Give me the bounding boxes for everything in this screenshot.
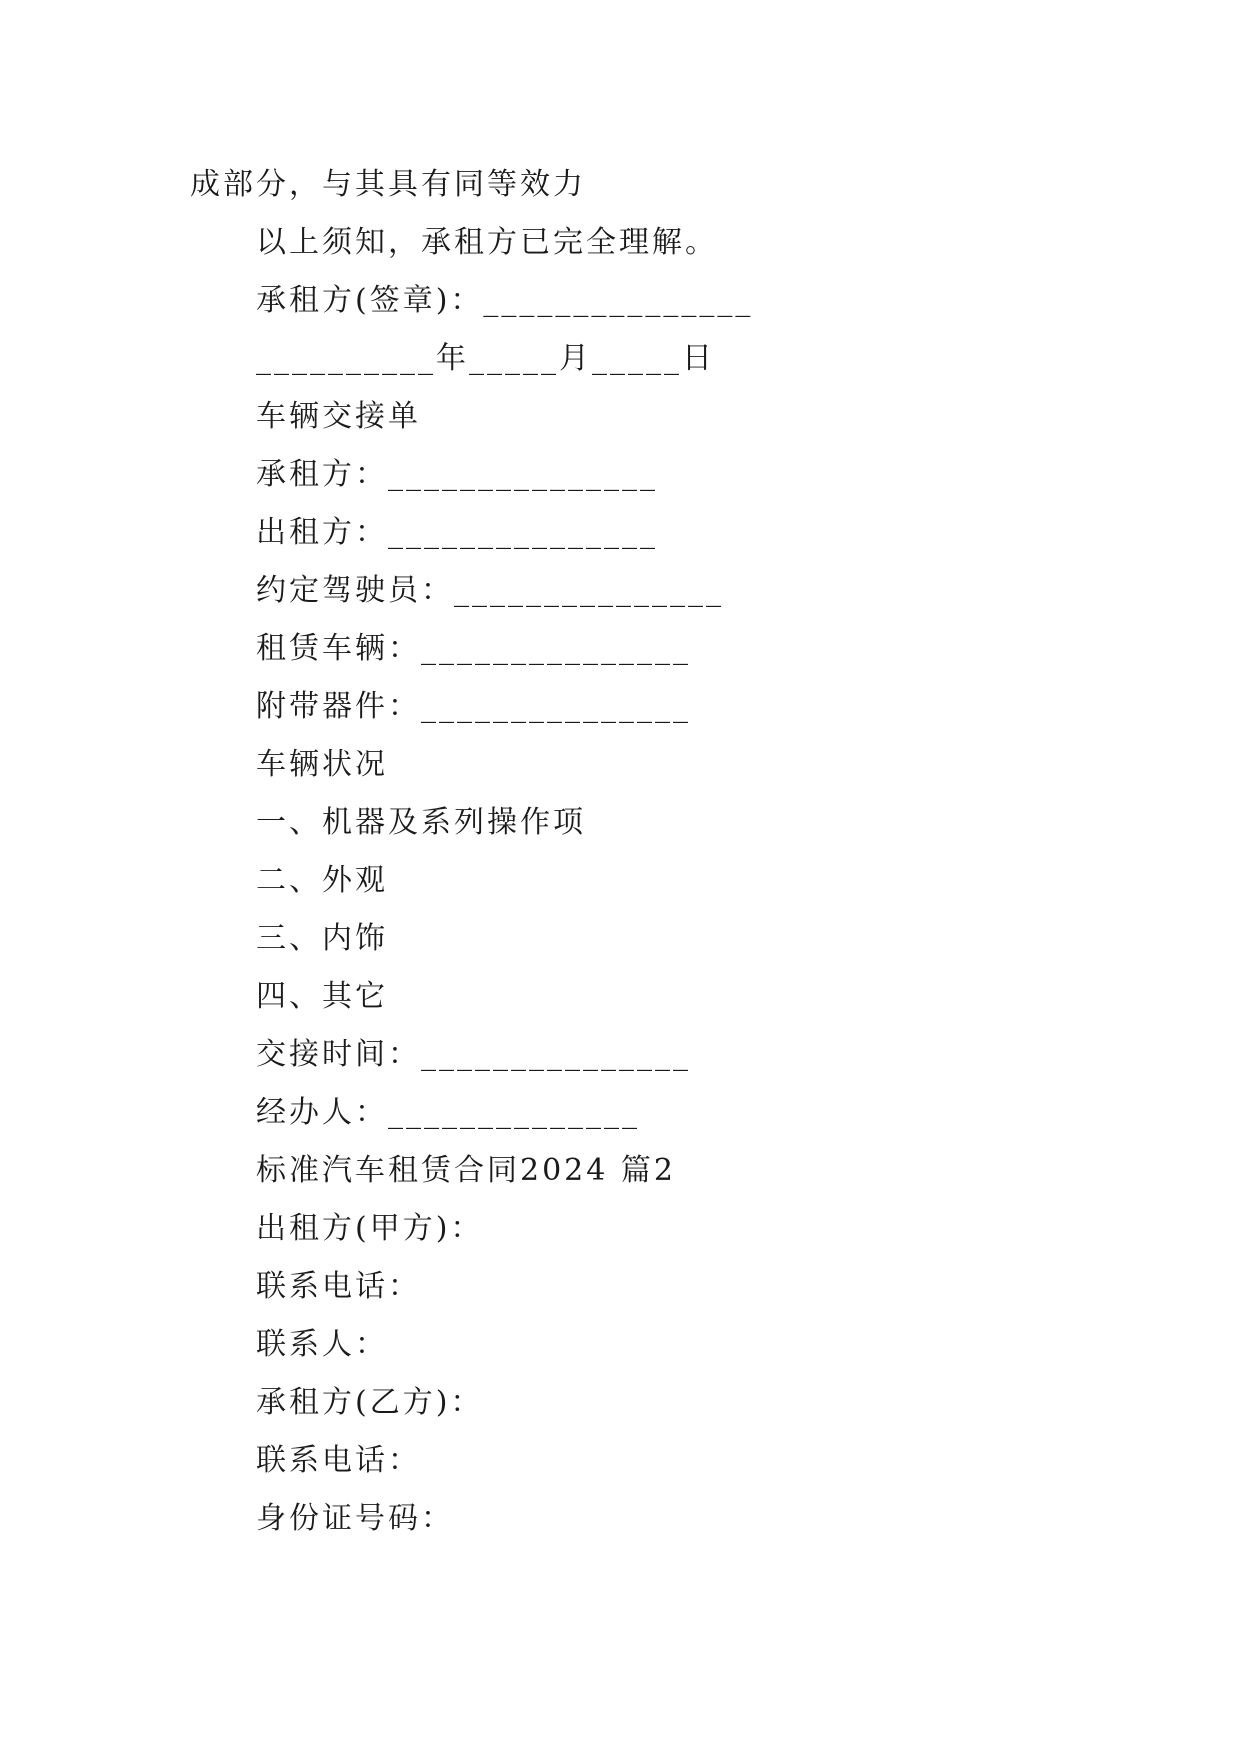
signature-line: 承租方(签章)：_______________ bbox=[256, 283, 754, 318]
form-field-accessories: 附带器件：_______________ bbox=[256, 689, 691, 724]
section-heading-contract: 标准汽车租赁合同2024 篇2 bbox=[256, 1153, 676, 1188]
section-heading-condition: 车辆状况 bbox=[256, 747, 388, 782]
list-item: 四、其它 bbox=[256, 979, 388, 1014]
acknowledgement-line: 以上须知，承租方已完全理解。 bbox=[256, 225, 718, 260]
form-field-party-b: 承租方(乙方)： bbox=[256, 1385, 484, 1420]
form-field-handover-time: 交接时间：_______________ bbox=[256, 1037, 691, 1072]
form-field-handler: 经办人：______________ bbox=[256, 1095, 640, 1130]
form-field-lessor: 出租方：_______________ bbox=[256, 515, 658, 550]
form-field-driver: 约定驾驶员：_______________ bbox=[256, 573, 724, 608]
form-field-id-number: 身份证号码： bbox=[256, 1501, 454, 1536]
list-item: 二、外观 bbox=[256, 863, 388, 898]
form-field-phone: 联系电话： bbox=[256, 1269, 421, 1304]
list-item: 一、机器及系列操作项 bbox=[256, 805, 586, 840]
section-heading-handover: 车辆交接单 bbox=[256, 399, 421, 434]
paragraph-continuation: 成部分，与其具有同等效力 bbox=[190, 167, 586, 202]
form-field-phone: 联系电话： bbox=[256, 1443, 421, 1478]
form-field-lessee: 承租方：_______________ bbox=[256, 457, 658, 492]
date-line: __________年_____月_____日 bbox=[256, 341, 715, 376]
form-field-contact: 联系人： bbox=[256, 1327, 388, 1362]
list-item: 三、内饰 bbox=[256, 921, 388, 956]
form-field-vehicle: 租赁车辆：_______________ bbox=[256, 631, 691, 666]
form-field-party-a: 出租方(甲方)： bbox=[256, 1211, 484, 1246]
